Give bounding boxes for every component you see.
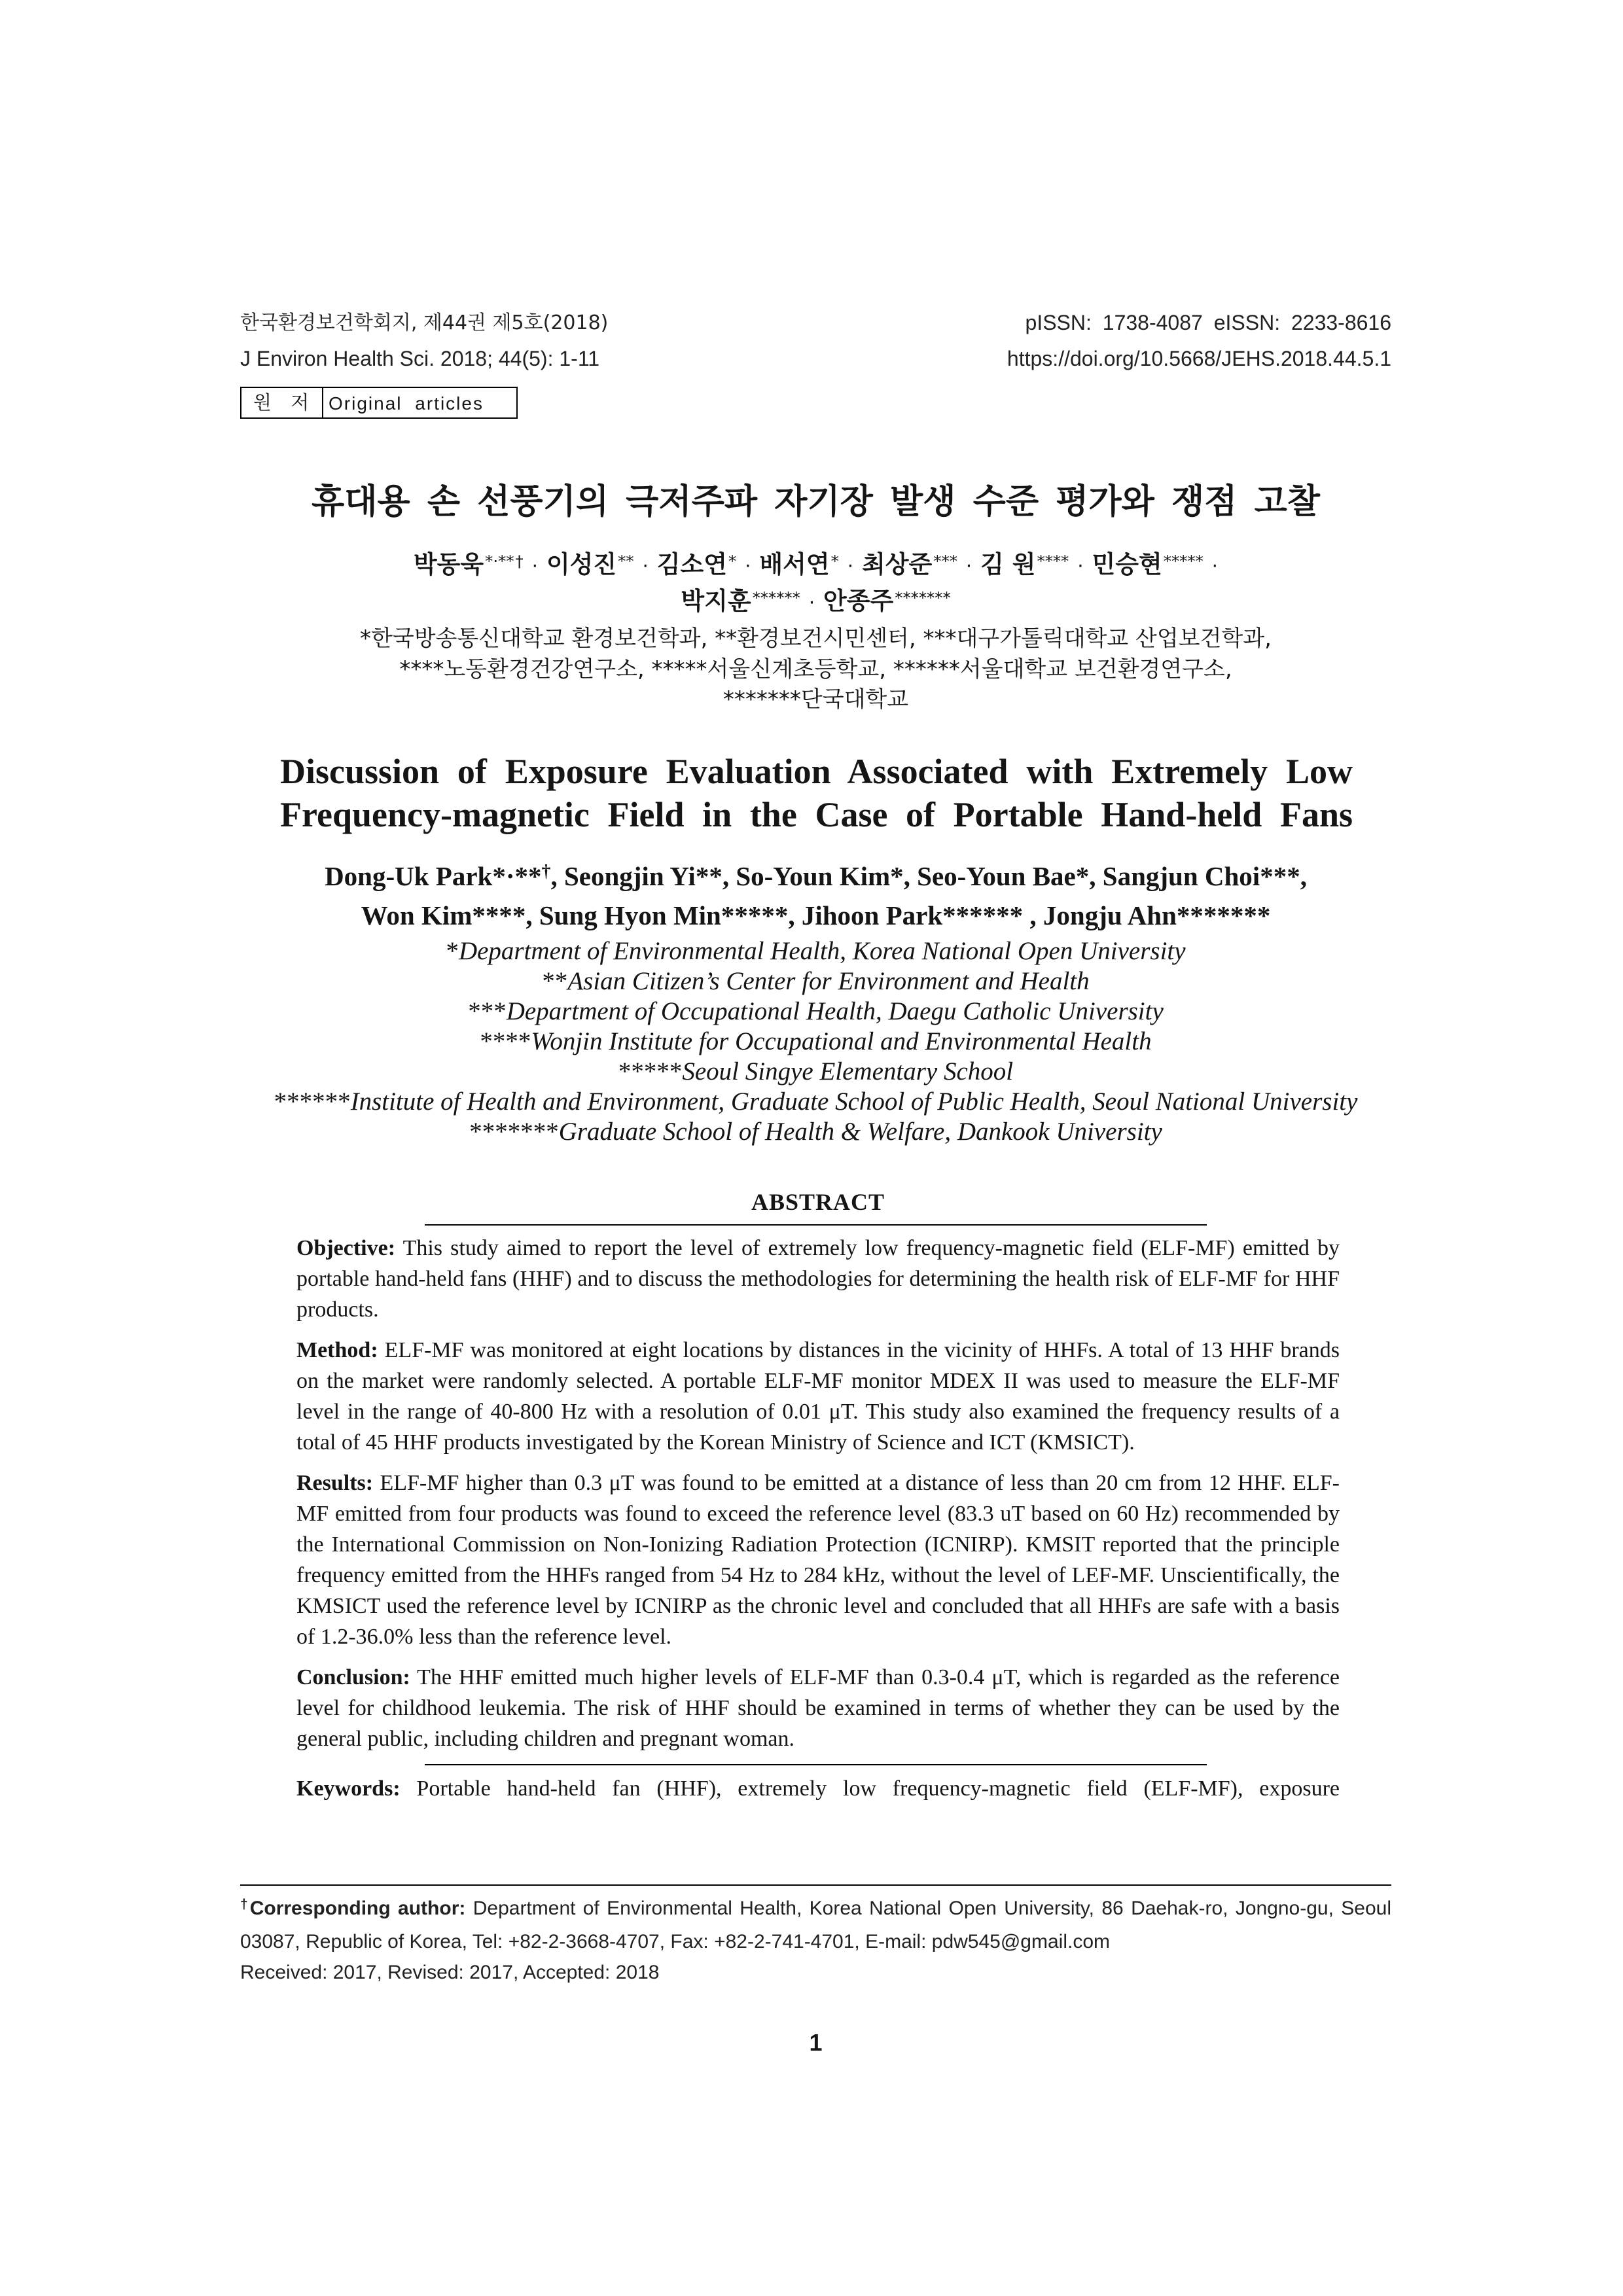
author-marks: ****	[472, 900, 526, 930]
affiliation-marks: *	[446, 937, 459, 965]
section-label: Method:	[296, 1338, 378, 1362]
section-text: ELF-MF higher than 0.3 μT was found to be emitted at a distance of less than 20 cm from 12 HHF. ELF-MF emitted from four products was found to exceed the reference level (83.3 uT based on 60 Hz) recommended by the International Commission on Non-Ionizing Radiation Protection (ICNIRP). KMSIT reported that the principle frequency emitted from the HHFs ranged from 54 Hz to 284 kHz, without the level of LEF-MF. Unscientifically, the KMSICT used the reference level by ICNIRP as the chronic level and concluded that all HHFs are safe with a basis of 1.2-36.0% less than the reference level.	[296, 1471, 1340, 1649]
author-name: Dong-Uk Park	[325, 861, 493, 891]
abstract-objective	[296, 1233, 1340, 1325]
author-marks: *	[830, 552, 839, 571]
author-marks: *******	[1176, 900, 1271, 930]
corresponding-author-text: Department of Environmental Health, Korea National Open University, 86 Daehak-ro, Jongno-gu, Seoul 03087, Republic of Korea, Tel: +82-2-3668-4707, Fax: +82-2-741-4701, E-mail: pdw545@gmail.com	[240, 1898, 1392, 1952]
author-separator: ,	[1029, 900, 1037, 930]
author-marks: *	[1075, 861, 1090, 891]
affiliation-text: Graduate School of Health & Welfare, Dankook University	[558, 1118, 1162, 1146]
keywords-label: Keywords:	[296, 1776, 401, 1801]
author-separator: ·	[531, 555, 539, 577]
author-marks: ***	[1260, 861, 1300, 891]
author-name: So-Youn Kim	[736, 861, 891, 891]
author-separator: ,	[722, 861, 730, 891]
abstract-keywords	[296, 1773, 1340, 1804]
abstract-conclusion	[296, 1662, 1340, 1754]
author-kr	[823, 587, 951, 615]
author-name: 최상준	[862, 550, 933, 578]
affiliation-kr-line: ****노동환경건강연구소, *****서울신계초등학교, ******서울대학교 보건환경연구소,	[399, 656, 1232, 682]
author-name: 박지훈	[681, 587, 751, 615]
author-en	[802, 900, 1023, 930]
title-en-line: Frequency-magnetic Field in the Case of Portable Hand-held Fans	[280, 795, 1353, 834]
author-marks: *****	[1163, 552, 1204, 571]
affiliation-en-line	[240, 997, 1391, 1027]
title-kr: 휴대용 손 선풍기의 극저주파 자기장 발생 수준 평가와 쟁점 고찰	[312, 482, 1320, 521]
author-en	[539, 900, 789, 930]
affiliations-en	[240, 936, 1391, 1147]
affiliation-en-line	[240, 1117, 1391, 1147]
author-separator: ,	[1300, 861, 1307, 891]
author-name: 김 원	[980, 550, 1036, 578]
section-text: The HHF emitted much higher levels of ELF-MF than 0.3-0.4 μT, which is regarded as the reference level for childhood leukemia. The risk of HHF should be examined in terms of whether they can be used by the general public, including children and pregnant woman.	[296, 1665, 1340, 1751]
author-name: 안종주	[823, 587, 894, 615]
affiliation-text: Department of Occupational Health, Daegu Catholic University	[506, 997, 1164, 1025]
author-separator: ,	[788, 900, 795, 930]
authors-kr-line	[240, 548, 1391, 584]
author-en	[1043, 900, 1270, 930]
article-type-kr: 원 저	[241, 388, 323, 417]
corresponding-author-note	[240, 1893, 1391, 1957]
author-separator: ·	[1211, 555, 1219, 577]
affiliation-en-line	[240, 1057, 1391, 1087]
author-separator: ·	[847, 555, 854, 577]
author-en	[917, 861, 1089, 891]
affiliation-text: Institute of Health and Environment, Graduate School of Public Health, Seoul National University	[350, 1087, 1358, 1116]
section-label: Results:	[296, 1471, 374, 1495]
author-kr	[980, 550, 1069, 578]
author-name: Jihoon Park	[801, 900, 943, 930]
journal-name-kr: 한국환경보건학회지, 제44권 제5호(2018)	[240, 311, 609, 334]
author-name: 민승현	[1092, 550, 1162, 578]
author-separator: ·	[965, 555, 972, 577]
author-marks: *******	[895, 588, 951, 608]
affiliation-en-line	[240, 1027, 1391, 1057]
author-separator: ,	[550, 861, 558, 891]
journal-name-en: J Environ Health Sci. 2018; 44(5): 1-11	[240, 347, 600, 370]
affiliation-en-line	[240, 936, 1391, 966]
author-name: Sung Hyon Min	[539, 900, 721, 930]
authors-en-line	[240, 898, 1391, 933]
section-label: Objective:	[296, 1236, 396, 1260]
author-kr	[1092, 550, 1204, 578]
affiliation-text: Seoul Singye Elementary School	[682, 1057, 1014, 1086]
section-text: This study aimed to report the level of extremely low frequency-magnetic field (ELF-MF) emitted by portable hand-held fans (HHF) and to discuss the methodologies for determining the health risk of ELF-MF for HHF products.	[296, 1236, 1340, 1322]
affiliation-marks: *****	[618, 1057, 683, 1086]
affiliation-marks: ******	[274, 1087, 351, 1116]
author-kr	[862, 550, 957, 578]
abstract	[296, 1188, 1340, 1804]
author-kr	[657, 550, 736, 578]
abstract-heading: ABSTRACT	[751, 1189, 885, 1215]
author-name: Won Kim	[361, 900, 473, 930]
author-en	[361, 900, 526, 930]
affiliation-en-line	[240, 966, 1391, 997]
issn: pISSN: 1738-4087 eISSN: 2233-8616	[1025, 311, 1391, 334]
author-marks: ****	[1037, 552, 1069, 571]
author-separator: ,	[903, 861, 910, 891]
author-name: Sangjun Choi	[1102, 861, 1260, 891]
author-name: Jongju Ahn	[1043, 900, 1177, 930]
affiliation-marks: ***	[468, 997, 507, 1025]
affiliation-text: Asian Citizen’s Center for Environment and Health	[567, 967, 1090, 995]
footnote	[240, 1893, 1391, 1988]
title-en-line: Discussion of Exposure Evaluation Associated with Extremely Low	[280, 752, 1353, 791]
footnote-rule	[240, 1884, 1391, 1886]
authors-en-line	[240, 858, 1391, 898]
author-separator: ·	[642, 555, 649, 577]
author-separator: ·	[808, 592, 815, 614]
affiliations-kr	[240, 624, 1391, 715]
abstract-top-rule	[425, 1224, 1207, 1226]
author-en	[564, 861, 722, 891]
author-marks: **	[695, 861, 722, 891]
author-separator: ·	[1077, 555, 1084, 577]
author-name: 이성진	[546, 550, 617, 578]
affiliation-text: Department of Environmental Health, Korea National Open University	[458, 937, 1186, 965]
author-separator: ,	[1089, 861, 1096, 891]
authors-kr	[240, 548, 1391, 621]
author-separator: ,	[526, 900, 533, 930]
author-en	[1103, 861, 1300, 891]
author-name: 박동욱	[413, 550, 484, 578]
author-name: Seongjin Yi	[563, 861, 696, 891]
affiliation-marks: ****	[480, 1027, 531, 1055]
page-number: 1	[809, 2029, 823, 2056]
author-marks: *****	[721, 900, 789, 930]
article-type-box	[240, 387, 518, 419]
author-marks: *·**	[485, 552, 514, 571]
author-en	[736, 861, 903, 891]
author-kr	[546, 550, 634, 578]
journal-citation	[240, 305, 608, 377]
corresponding-author-label: Corresponding author:	[249, 1898, 466, 1919]
section-label: Conclusion:	[296, 1665, 410, 1689]
author-marks: ***	[933, 552, 957, 571]
corresponding-author-dagger: †	[541, 861, 551, 882]
section-text: ELF-MF was monitored at eight locations by distances in the vicinity of HHFs. A total of 13 HHF brands on the market were randomly selected. A portable ELF-MF monitor MDEX II was used to measure the ELF-MF level in the range of 40-800 Hz with a resolution of 0.01 μT. This study also examined the frequency results of a total of 45 HHF products investigated by the Korean Ministry of Science and ICT (KMSICT).	[296, 1338, 1340, 1455]
author-kr	[759, 550, 838, 578]
article-type-en: Original articles	[329, 393, 484, 414]
authors-kr-line	[240, 584, 1391, 621]
author-marks: *·**	[492, 861, 542, 891]
author-marks: *	[890, 861, 904, 891]
author-kr	[414, 550, 524, 578]
author-marks: ******	[942, 900, 1024, 930]
affiliation-marks: **	[542, 967, 568, 995]
footnote-dagger: †	[240, 1896, 250, 1912]
affiliation-kr-line: *******단국대학교	[722, 686, 909, 713]
received-dates: Received: 2017, Revised: 2017, Accepted: 2018	[240, 1962, 660, 1983]
author-marks: **	[618, 552, 634, 571]
doi-link: https://doi.org/10.5668/JEHS.2018.44.5.1	[1007, 347, 1391, 370]
keywords-text: Portable hand-held fan (HHF), extremely low frequency-magnetic field (ELF-MF), exposure	[416, 1776, 1340, 1801]
affiliation-text: Wonjin Institute for Occupational and Environmental Health	[531, 1027, 1152, 1055]
author-name: Seo-Youn Bae	[917, 861, 1076, 891]
author-marks: *	[728, 552, 737, 571]
author-name: 배서연	[759, 550, 830, 578]
author-name: 김소연	[656, 550, 728, 578]
abstract-bottom-rule	[425, 1764, 1207, 1765]
author-separator: ·	[745, 555, 751, 577]
author-en	[325, 861, 550, 891]
abstract-results	[296, 1468, 1340, 1652]
corresponding-author-dagger: †	[515, 552, 524, 571]
affiliation-kr-line: *한국방송통신대학교 환경보건학과, **환경보건시민센터, ***대구가톨릭대학교 산업보건학과,	[360, 626, 1272, 652]
abstract-method	[296, 1335, 1340, 1458]
author-marks: ******	[752, 588, 800, 608]
title-en	[280, 750, 1353, 836]
affiliation-marks: *******	[469, 1118, 559, 1146]
authors-en	[240, 858, 1391, 933]
journal-identifiers	[1007, 305, 1391, 377]
author-kr	[681, 587, 800, 615]
affiliation-en-line	[240, 1087, 1391, 1117]
